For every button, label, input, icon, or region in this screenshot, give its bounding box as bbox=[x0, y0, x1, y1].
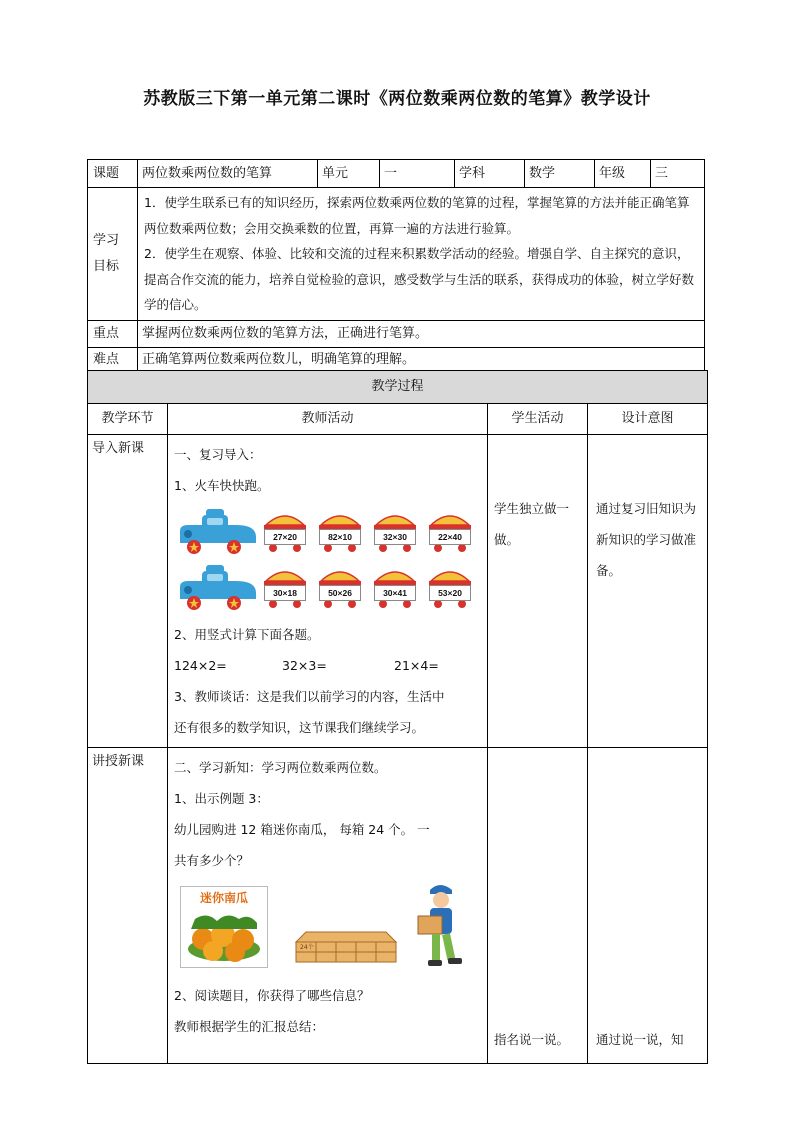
unit-label: 单元 bbox=[318, 160, 380, 188]
student-activity-text: 学生独立做一做。 bbox=[494, 501, 570, 547]
review-heading: 一、复习导入： bbox=[174, 447, 262, 462]
train-car bbox=[317, 511, 363, 553]
teacher-activity-new bbox=[168, 748, 488, 1064]
stage-intro bbox=[88, 435, 168, 748]
exercise-item: 32×3= bbox=[282, 658, 327, 673]
stage-intro-label: 导入新课 bbox=[92, 441, 145, 456]
reading-question: 2、阅读题目，你获得了哪些信息？ bbox=[174, 988, 370, 1003]
objectives-label-line2: 目标 bbox=[93, 258, 120, 274]
objectives-label-line1: 学习 bbox=[93, 232, 120, 248]
car-label: 32×30 bbox=[374, 529, 416, 545]
topic-value: 两位数乘两位数的笔算 bbox=[138, 160, 318, 188]
subject-label: 学科 bbox=[455, 160, 525, 188]
document-title: 苏教版三下第一单元第二课时《两位数乘两位数的笔算》教学设计 bbox=[143, 89, 651, 109]
teacher-talk-line2: 还有很多的数学知识，这节课我们继续学习。 bbox=[174, 720, 425, 735]
teaching-process-table bbox=[87, 370, 708, 1064]
exercise-list bbox=[174, 650, 481, 681]
train-game-heading: 1、火车快快跑。 bbox=[174, 478, 270, 493]
objectives-label bbox=[88, 188, 138, 321]
objectives-content bbox=[138, 188, 705, 321]
pumpkin-picture bbox=[180, 886, 268, 968]
stage-new-lesson bbox=[88, 748, 168, 1064]
train-car bbox=[317, 567, 363, 609]
train-engine-icon bbox=[176, 507, 260, 555]
problem-line1: 幼儿园购进 12 箱迷你南瓜， 每箱 24 个。 一 bbox=[174, 822, 430, 837]
train-car bbox=[427, 567, 473, 609]
car-label: 22×40 bbox=[429, 529, 471, 545]
topic-label: 课题 bbox=[88, 160, 138, 188]
train-car bbox=[372, 567, 418, 609]
pumpkins-icon bbox=[187, 909, 261, 963]
exercise-item: 21×4= bbox=[394, 658, 439, 673]
car-label: 30×18 bbox=[264, 585, 306, 601]
col-student-header: 学生活动 bbox=[488, 404, 588, 435]
example-heading: 1、出示例题 3： bbox=[174, 791, 269, 806]
student-activity-text: 指名说一说。 bbox=[494, 1032, 570, 1047]
objective-1: 1．使学生联系已有的知识经历，探索两位数乘两位数的笔算的过程，掌握笔算的方法并能正确笔算两位数乘两位数；会用交换乘数的位置，再算一遍的方法进行验算。 bbox=[144, 195, 690, 236]
car-label: 53×20 bbox=[429, 585, 471, 601]
teacher-summary: 教师根据学生的汇报总结： bbox=[174, 1019, 325, 1034]
car-label: 30×41 bbox=[374, 585, 416, 601]
train-1 bbox=[174, 507, 481, 555]
exercise-item: 124×2= bbox=[174, 658, 227, 673]
new-knowledge-heading: 二、学习新知：学习两位数乘两位数。 bbox=[174, 760, 387, 775]
grade-value: 三 bbox=[651, 160, 705, 188]
train-car bbox=[372, 511, 418, 553]
stage-new-lesson-label: 讲授新课 bbox=[92, 754, 145, 769]
box-label: 24个 bbox=[300, 944, 314, 951]
train-car bbox=[427, 511, 473, 553]
pumpkin-title: 迷你南瓜 bbox=[199, 891, 248, 905]
vertical-calc-heading: 2、用竖式计算下面各题。 bbox=[174, 627, 320, 642]
design-intent-text: 通过说一说，知 bbox=[596, 1032, 684, 1047]
delivery-man-icon bbox=[412, 882, 470, 974]
student-activity-new bbox=[488, 748, 588, 1064]
car-label: 82×10 bbox=[319, 529, 361, 545]
car-label: 50×26 bbox=[319, 585, 361, 601]
train-2 bbox=[174, 563, 481, 611]
design-intent-intro bbox=[588, 435, 708, 748]
car-label: 27×20 bbox=[264, 529, 306, 545]
student-activity-intro bbox=[488, 435, 588, 748]
difficulty-content: 正确笔算两位数乘两位数儿，明确笔算的理解。 bbox=[138, 347, 705, 373]
teacher-talk-line1: 3、教师谈话：这是我们以前学习的内容，生活中 bbox=[174, 689, 445, 704]
teacher-activity-intro bbox=[168, 435, 488, 748]
difficulty-label: 难点 bbox=[88, 347, 138, 373]
subject-value: 数学 bbox=[525, 160, 595, 188]
col-intent-header: 设计意图 bbox=[588, 404, 708, 435]
problem-line2: 共有多少个？ bbox=[174, 853, 250, 868]
unit-value: 一 bbox=[380, 160, 455, 188]
key-point-content: 掌握两位数乘两位数的笔算方法，正确进行笔算。 bbox=[138, 320, 705, 347]
lesson-info-table bbox=[87, 159, 705, 374]
key-point-label: 重点 bbox=[88, 320, 138, 347]
design-intent-new bbox=[588, 748, 708, 1064]
col-stage-header: 教学环节 bbox=[88, 404, 168, 435]
col-teacher-header: 教师活动 bbox=[168, 404, 488, 435]
train-car bbox=[262, 567, 308, 609]
process-header: 教学过程 bbox=[88, 371, 708, 404]
train-car bbox=[262, 511, 308, 553]
train-engine-icon bbox=[176, 563, 260, 611]
problem-illustration bbox=[174, 880, 481, 980]
design-intent-text: 通过复习旧知识为新知识的学习做准备。 bbox=[596, 501, 697, 578]
grade-label: 年级 bbox=[595, 160, 651, 188]
objective-2: 2．使学生在观察、体验、比较和交流的过程来积累数学活动的经验。增强自学、自主探究的意识，提高合作交流的能力，培养自觉检验的意识，感受数学与生活的联系，获得成功的体验，树立学好数学的信心。 bbox=[144, 246, 695, 312]
